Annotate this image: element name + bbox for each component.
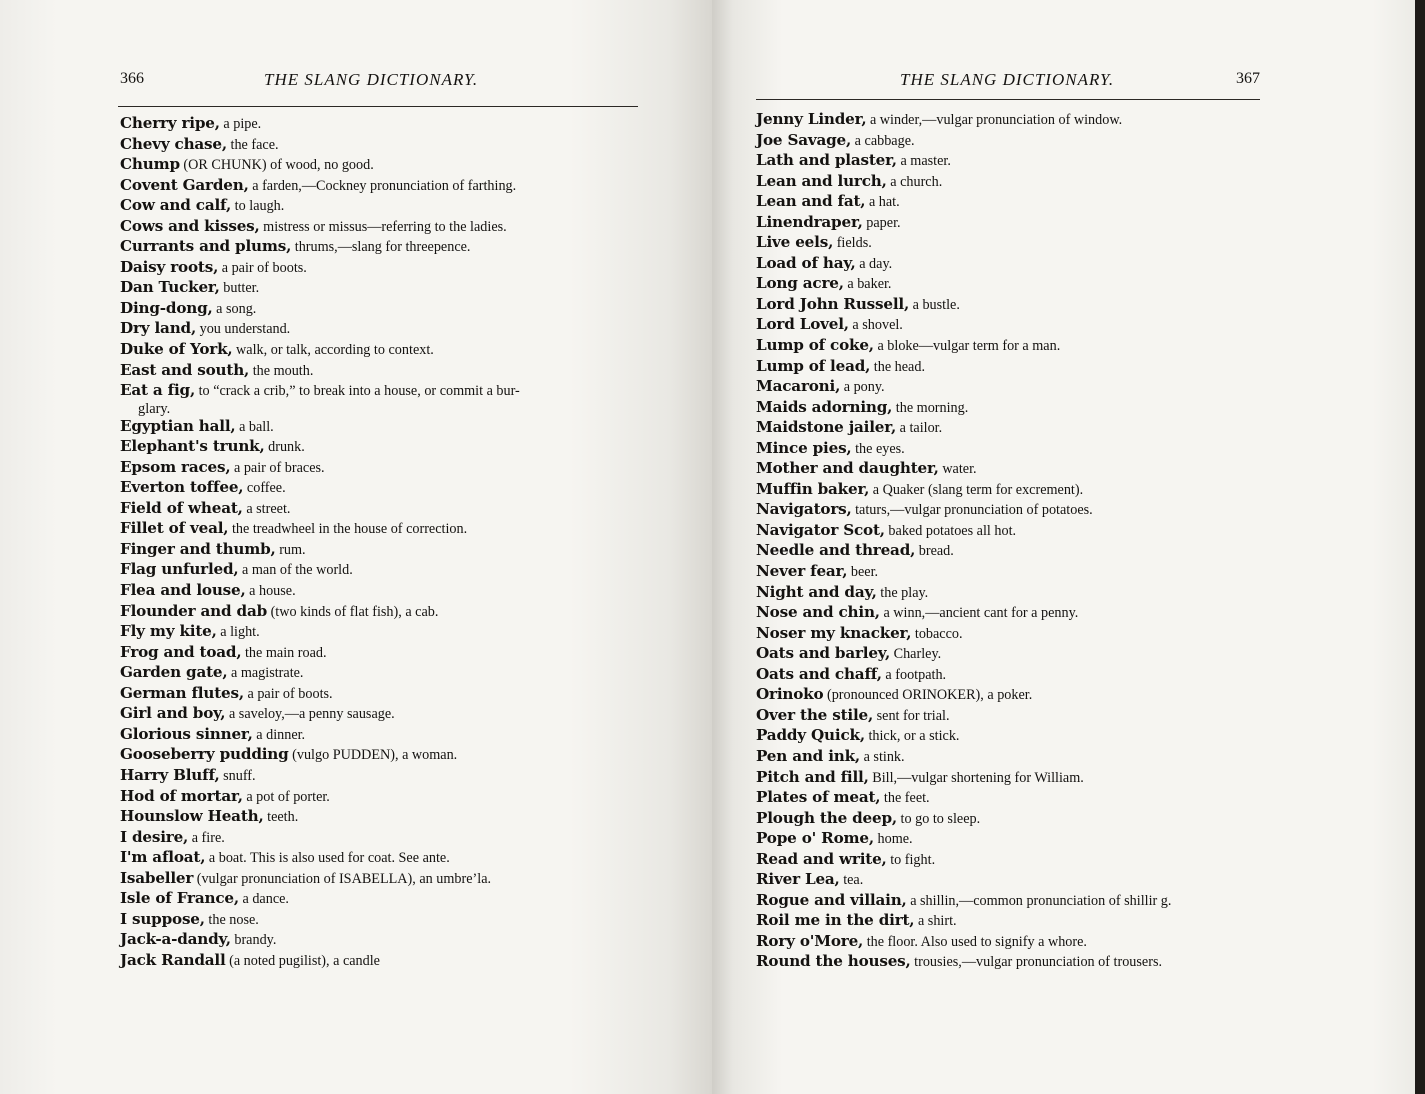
entry-term: Load of hay,	[756, 253, 856, 272]
entry-term: Isle of France,	[120, 889, 239, 908]
dictionary-entry	[756, 644, 1316, 665]
dictionary-entry	[756, 932, 1316, 953]
dictionary-entry	[756, 398, 1316, 419]
entry-definition: a pony.	[840, 379, 885, 396]
entry-definition: a footpath.	[881, 666, 947, 683]
entry-term: Fly my kite,	[120, 622, 217, 641]
entry-term: Lath and plaster,	[756, 151, 897, 170]
entry-term: Dan Tucker,	[120, 278, 220, 297]
dictionary-entry	[756, 233, 1316, 254]
entry-term: Lean and fat,	[756, 192, 866, 211]
dictionary-entry	[756, 891, 1316, 912]
dictionary-entry	[756, 583, 1316, 604]
dictionary-entry	[120, 258, 650, 279]
entry-definition: taturs,—vulgar pronunciation of potatoes.	[851, 502, 1093, 519]
dictionary-entry	[120, 807, 650, 828]
entry-definition: a pipe.	[219, 116, 262, 132]
entry-definition: bread.	[915, 543, 954, 560]
entry-definition: a cabbage.	[851, 132, 915, 149]
entry-term: Isabeller	[120, 868, 194, 887]
dictionary-entry	[120, 499, 650, 520]
dictionary-entry	[120, 622, 650, 643]
entry-definition: water.	[938, 461, 977, 478]
entry-term: Lean and lurch,	[756, 171, 887, 190]
left-page-number: 366	[120, 70, 144, 87]
entry-term: Eat a fig,	[120, 381, 196, 400]
entry-definition: a church.	[886, 173, 943, 190]
dictionary-entry	[756, 151, 1316, 172]
entry-term: Currants and plums,	[120, 237, 292, 256]
entry-definition: the main road.	[241, 644, 327, 661]
entry-term: Jack Randall	[120, 950, 226, 969]
entry-definition: mistress or missus—referring to the ladies.	[259, 218, 507, 235]
entry-definition: the treadwheel in the house of correction.	[228, 521, 468, 538]
entry-definition: a pot of porter.	[242, 788, 330, 805]
entry-definition: the morning.	[892, 399, 969, 416]
entry-term: Orinoko	[756, 685, 824, 704]
entry-definition: the feet.	[880, 790, 930, 807]
entry-term: Read and write,	[756, 849, 887, 868]
entry-definition: a pair of boots.	[243, 685, 333, 702]
entry-definition: a shillin,—common pronunciation of shillir g.	[906, 892, 1172, 909]
entry-term: Flounder and dab	[120, 601, 268, 620]
entry-definition: a winder,—vulgar pronunciation of window.	[866, 112, 1123, 128]
entry-definition: the head.	[870, 358, 925, 375]
dictionary-entry	[120, 869, 650, 890]
entry-definition: a baker.	[843, 276, 892, 293]
entry-definition: a farden,—Cockney pronunciation of farthing.	[248, 177, 517, 194]
dictionary-entry	[756, 541, 1316, 562]
dictionary-entry	[120, 848, 650, 869]
dictionary-entry	[120, 361, 650, 382]
entry-definition: a tailor.	[896, 420, 943, 437]
dictionary-entry	[756, 192, 1316, 213]
dictionary-entry	[120, 684, 650, 705]
dictionary-entry	[756, 624, 1316, 645]
entry-definition: the play.	[876, 584, 929, 601]
dictionary-entry	[756, 377, 1316, 398]
dictionary-entry	[756, 768, 1316, 789]
entry-definition: a man of the world.	[238, 562, 353, 579]
dictionary-entry	[120, 930, 650, 951]
entry-term: Plough the deep,	[756, 808, 897, 827]
entry-term: Lord John Russell,	[756, 294, 910, 313]
entry-term: Cherry ripe,	[120, 114, 220, 132]
dictionary-entry	[120, 458, 650, 479]
entry-definition: Charley.	[890, 646, 942, 663]
entry-term: I'm afloat,	[120, 848, 206, 867]
entry-term: Navigators,	[756, 500, 852, 519]
dictionary-entry	[120, 951, 650, 972]
entry-definition: (a noted pugilist), a candle	[225, 952, 380, 969]
entry-definition: (pronounced ORINOKER), a poker.	[823, 687, 1033, 704]
entry-term: Epsom races,	[120, 457, 231, 476]
entry-definition: a bloke—vulgar term for a man.	[873, 338, 1061, 355]
entry-definition: a fire.	[188, 829, 225, 846]
dictionary-entry	[120, 478, 650, 499]
entry-term: Cows and kisses,	[120, 216, 260, 235]
dictionary-entry	[756, 521, 1316, 542]
entry-term: Harry Bluff,	[120, 765, 220, 784]
dictionary-entry	[756, 665, 1316, 686]
entry-term: Jenny Linder,	[756, 110, 867, 128]
entry-term: Lump of coke,	[756, 336, 874, 355]
entry-term: Night and day,	[756, 582, 877, 601]
entry-term: Oats and barley,	[756, 644, 891, 663]
entry-term: Lump of lead,	[756, 356, 871, 375]
entry-definition: drunk.	[264, 439, 305, 456]
entry-definition: a magistrate.	[227, 665, 304, 682]
entry-definition: a winn,—ancient cant for a penny.	[879, 605, 1079, 622]
entry-definition: the eyes.	[851, 440, 905, 457]
right-page	[712, 0, 1415, 1094]
entry-definition: paper.	[862, 214, 901, 231]
dictionary-entry	[120, 560, 650, 581]
entry-definition: home.	[873, 831, 913, 848]
entry-definition: a house.	[245, 583, 296, 600]
entry-definition: a master.	[896, 153, 951, 170]
entry-definition: trousies,—vulgar pronunciation of trousers.	[910, 954, 1163, 971]
entry-term: Flea and louse,	[120, 581, 246, 600]
left-page	[0, 0, 712, 1094]
dictionary-entry	[120, 114, 650, 135]
dictionary-entry	[756, 500, 1316, 521]
dictionary-entry	[120, 196, 650, 217]
dictionary-entry	[756, 726, 1316, 747]
entry-definition: a stink.	[860, 748, 905, 765]
entry-term: Muffin baker,	[756, 479, 870, 498]
entry-term: Fillet of veal,	[120, 519, 229, 538]
entry-term: River Lea,	[756, 870, 840, 889]
entry-definition: a Quaker (slang term for excrement).	[869, 481, 1084, 498]
entry-term: Mince pies,	[756, 438, 852, 457]
entry-term: Jack-a-dandy,	[120, 930, 231, 949]
entry-definition: a ball.	[235, 418, 274, 435]
entry-term: Over the stile,	[756, 705, 874, 724]
entry-term: Linendraper,	[756, 212, 863, 231]
entry-term: Oats and chaff,	[756, 664, 882, 683]
entry-term: Pitch and fill,	[756, 767, 869, 786]
dictionary-entry	[120, 663, 650, 684]
entry-definition: baked potatoes all hot.	[884, 522, 1017, 539]
dictionary-entry	[756, 952, 1316, 973]
entry-term: Flag unfurled,	[120, 560, 239, 579]
entry-term: Ding-dong,	[120, 298, 213, 317]
entry-term: Mother and daughter,	[756, 459, 939, 478]
dictionary-entry	[756, 336, 1316, 357]
entry-term: Chevy chase,	[120, 134, 227, 153]
right-running-head-title: THE SLANG DICTIONARY.	[900, 70, 1115, 89]
dictionary-entry	[756, 850, 1316, 871]
dictionary-entry	[756, 911, 1316, 932]
entry-term: Plates of meat,	[756, 788, 881, 807]
dictionary-entry	[756, 809, 1316, 830]
entry-definition: (OR CHUNK) of wood, no good.	[179, 157, 374, 174]
entry-definition: a pair of boots.	[218, 259, 307, 276]
entry-term: Pope o' Rome,	[756, 829, 874, 848]
entry-term: I suppose,	[120, 909, 205, 928]
dictionary-entry	[120, 340, 650, 361]
entry-definition: you understand.	[196, 321, 291, 338]
entry-term: Round the houses,	[756, 952, 911, 971]
entry-term: Field of wheat,	[120, 498, 243, 517]
entry-definition: walk, or talk, according to context.	[232, 342, 434, 359]
entry-definition: a saveloy,—a penny sausage.	[225, 706, 395, 723]
entry-term: Chump	[120, 155, 180, 174]
dictionary-entry	[756, 172, 1316, 193]
dictionary-entry	[120, 381, 650, 417]
dictionary-entry	[120, 519, 650, 540]
dictionary-entry	[120, 766, 650, 787]
entry-term: I desire,	[120, 827, 189, 846]
dictionary-entry	[120, 437, 650, 458]
entry-term: Dry land,	[120, 319, 197, 338]
dictionary-entry	[756, 747, 1316, 768]
dictionary-entry	[756, 829, 1316, 850]
entry-definition: a bustle.	[909, 296, 960, 313]
dictionary-entry	[120, 155, 650, 176]
entry-definition: a dance.	[238, 891, 289, 908]
dictionary-entry	[120, 540, 650, 561]
dictionary-entry	[756, 213, 1316, 234]
dictionary-entry	[756, 459, 1316, 480]
entry-definition: a hat.	[865, 194, 900, 211]
dictionary-entry	[120, 745, 650, 766]
entry-definition: thick, or a stick.	[864, 728, 960, 745]
right-page-number: 367	[1236, 70, 1260, 87]
left-running-header	[118, 70, 636, 94]
dictionary-entry	[120, 725, 650, 746]
dictionary-entry	[120, 319, 650, 340]
entry-definition: to fight.	[886, 851, 936, 868]
entry-definition: the mouth.	[249, 362, 314, 379]
entry-term: Rory o'More,	[756, 931, 864, 950]
entry-definition: a song.	[212, 300, 257, 317]
entry-definition: (vulgar pronunciation of ISABELLA), an umbre’la.	[193, 870, 492, 887]
entry-definition: (two kinds of flat fish), a cab.	[267, 603, 439, 620]
entry-term: Frog and toad,	[120, 642, 242, 661]
dictionary-entry	[120, 217, 650, 238]
entry-term: Finger and thumb,	[120, 539, 276, 558]
entry-definition: fields.	[833, 235, 872, 252]
dictionary-entry	[756, 788, 1316, 809]
entry-term: Gooseberry pudding	[120, 745, 289, 764]
entry-definition: a pair of braces.	[230, 459, 325, 476]
entry-term: Joe Savage,	[756, 130, 852, 149]
dictionary-entry	[120, 704, 650, 725]
entry-term: Long acre,	[756, 274, 844, 293]
entry-term: Lord Lovel,	[756, 315, 849, 334]
dictionary-entry	[120, 581, 650, 602]
dictionary-entry	[756, 110, 1316, 131]
entry-definition: tobacco.	[911, 625, 963, 642]
entry-term: Maidstone jailer,	[756, 418, 897, 437]
entry-definition: beer.	[847, 564, 879, 581]
entry-definition: a boat. This is also used for coat. See ante.	[205, 850, 450, 867]
entry-term: Egyptian hall,	[120, 416, 236, 435]
entry-term: Macaroni,	[756, 377, 841, 396]
dictionary-entry	[756, 706, 1316, 727]
entry-definition: to laugh.	[231, 198, 285, 215]
entry-term: Covent Garden,	[120, 175, 249, 194]
entry-term: Paddy Quick,	[756, 726, 865, 745]
entry-definition: (vulgo PUDDEN), a woman.	[288, 747, 458, 764]
dictionary-entry	[756, 439, 1316, 460]
entry-definition: teeth.	[263, 809, 299, 826]
entry-term: Pen and ink,	[756, 746, 861, 765]
entry-definition: snuff.	[219, 767, 256, 784]
entry-definition: coffee.	[243, 480, 286, 497]
dictionary-entry	[120, 889, 650, 910]
right-header-rule	[756, 99, 1260, 100]
entry-term: Rogue and villain,	[756, 890, 907, 909]
dictionary-entry	[756, 274, 1316, 295]
dictionary-entry	[120, 278, 650, 299]
dictionary-entry	[120, 910, 650, 931]
entry-term: Girl and boy,	[120, 704, 226, 723]
dictionary-entry	[756, 562, 1316, 583]
entry-term: Garden gate,	[120, 663, 228, 682]
dictionary-entry	[756, 357, 1316, 378]
left-header-rule	[118, 106, 638, 107]
entry-term: Needle and thread,	[756, 541, 916, 560]
dictionary-entry	[120, 299, 650, 320]
entry-term: Never fear,	[756, 562, 848, 581]
entry-definition: the floor. Also used to signify a whore.	[863, 933, 1087, 950]
dictionary-entry	[756, 131, 1316, 152]
entry-definition: rum.	[275, 541, 306, 558]
right-entry-list	[756, 110, 1316, 973]
entry-term: Everton toffee,	[120, 478, 244, 497]
entry-term: German flutes,	[120, 683, 244, 702]
entry-definition: tea.	[839, 872, 864, 889]
dictionary-entry	[120, 237, 650, 258]
entry-term: Hounslow Heath,	[120, 807, 264, 826]
dictionary-entry	[120, 176, 650, 197]
dictionary-entry	[756, 295, 1316, 316]
dictionary-entry	[120, 643, 650, 664]
entry-definition: to “crack a crib,” to break into a house, or commit a bur-	[195, 383, 520, 400]
dictionary-entry	[756, 870, 1316, 891]
entry-term: Roil me in the dirt,	[756, 911, 915, 930]
left-running-head-title: THE SLANG DICTIONARY.	[264, 70, 479, 89]
entry-term: Daisy roots,	[120, 257, 219, 276]
entry-term: Duke of York,	[120, 340, 233, 359]
entry-definition: a shovel.	[848, 317, 903, 334]
dictionary-entry	[756, 315, 1316, 336]
entry-definition: a shirt.	[914, 913, 957, 930]
entry-definition: Bill,—vulgar shortening for William.	[868, 769, 1084, 786]
entry-definition: thrums,—slang for threepence.	[291, 239, 471, 256]
background-edge	[1415, 0, 1425, 1094]
entry-definition: a street.	[242, 500, 291, 517]
entry-definition: a dinner.	[252, 726, 306, 743]
entry-term: Hod of mortar,	[120, 786, 243, 805]
entry-term: Noser my knacker,	[756, 623, 912, 642]
dictionary-entry	[756, 603, 1316, 624]
entry-definition: the face.	[226, 136, 279, 153]
dictionary-entry	[120, 828, 650, 849]
entry-term: Cow and calf,	[120, 196, 232, 215]
entry-definition: the nose.	[204, 911, 259, 928]
entry-definition: a light.	[216, 624, 260, 641]
entry-term: Live eels,	[756, 233, 834, 252]
dictionary-entry	[120, 787, 650, 808]
right-running-header	[752, 70, 1260, 94]
entry-definition: a day.	[855, 255, 893, 272]
entry-term: Glorious sinner,	[120, 724, 253, 743]
entry-term: East and south,	[120, 360, 250, 379]
dictionary-entry	[756, 685, 1316, 706]
entry-term: Maids adorning,	[756, 397, 893, 416]
left-entry-list	[120, 114, 650, 971]
entry-term: Nose and chin,	[756, 603, 880, 622]
dictionary-entry	[120, 602, 650, 623]
dictionary-entry	[756, 418, 1316, 439]
entry-continuation: glary.	[138, 400, 171, 417]
dictionary-entry	[120, 417, 650, 438]
dictionary-entry	[756, 254, 1316, 275]
entry-definition: sent for trial.	[873, 707, 950, 724]
entry-term: Navigator Scot,	[756, 520, 885, 539]
entry-term: Elephant's trunk,	[120, 437, 265, 456]
entry-definition: butter.	[219, 280, 260, 297]
dictionary-entry	[120, 135, 650, 156]
dictionary-entry	[756, 480, 1316, 501]
entry-definition: brandy.	[230, 932, 277, 949]
entry-definition: to go to sleep.	[896, 810, 981, 827]
